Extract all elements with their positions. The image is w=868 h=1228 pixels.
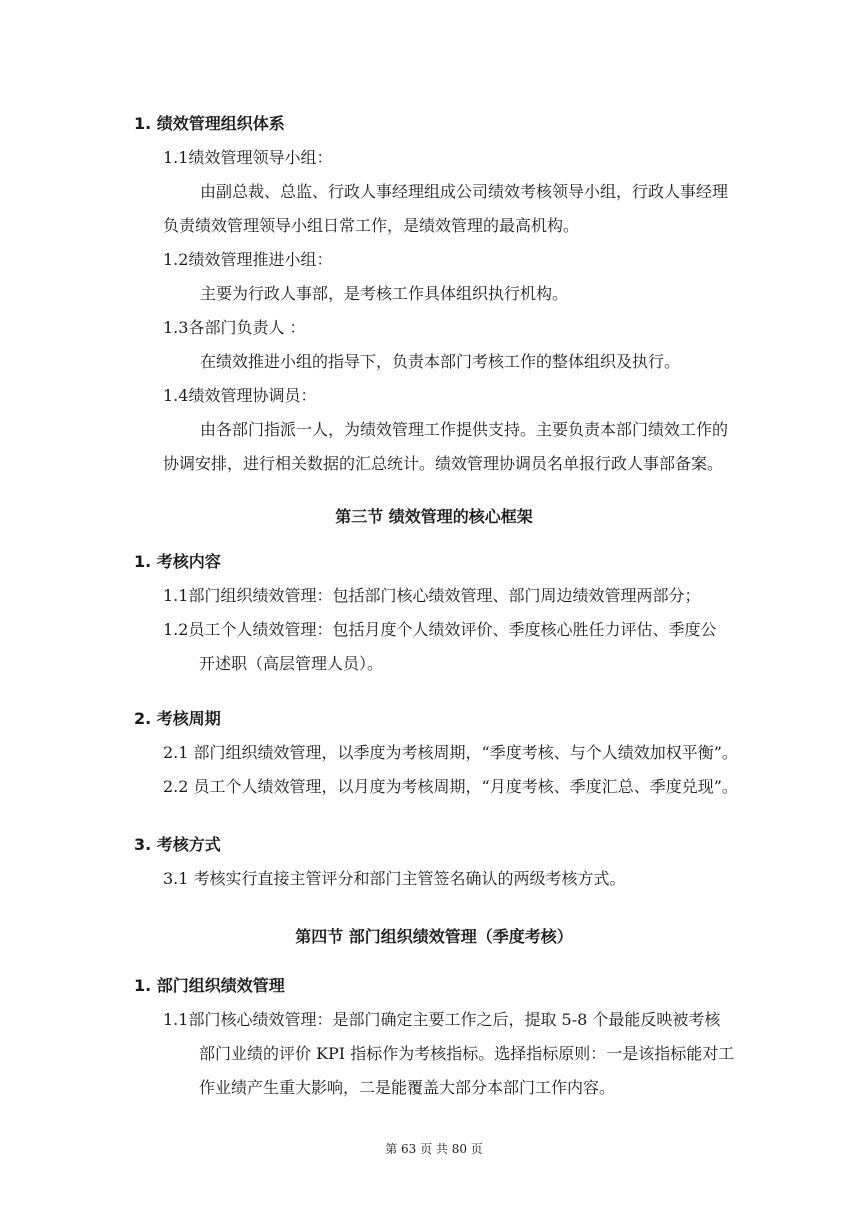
subsection-title: 1.2绩效管理推进小组： bbox=[163, 250, 333, 269]
paragraph-line: 由各部门指派一人，为绩效管理工作提供支持。主要负责本部门绩效工作的 bbox=[200, 420, 729, 439]
paragraph-line: 负责绩效管理领导小组日常工作，是绩效管理的最高机构。 bbox=[163, 216, 580, 235]
section-heading: 1. 绩效管理组织体系 bbox=[134, 114, 285, 133]
section-title: 第三节 绩效管理的核心框架 bbox=[335, 507, 533, 526]
subsection-title: 1.3各部门负责人 ： bbox=[163, 318, 306, 337]
paragraph-line: 1.2员工个人绩效管理：包括月度个人绩效评价、季度核心胜任力评估、季度公 bbox=[163, 620, 717, 639]
section-heading: 1. 考核内容 bbox=[134, 552, 221, 571]
section-heading: 1. 部门组织绩效管理 bbox=[134, 976, 285, 995]
subsection-title: 1.4绩效管理协调员： bbox=[163, 386, 317, 405]
paragraph-line: 部门业绩的评价 KPI 指标作为考核指标。选择指标原则：一是该指标能对工 bbox=[199, 1044, 735, 1063]
paragraph-line: 1.1部门核心绩效管理：是部门确定主要工作之后，提取 5-8 个最能反映被考核 bbox=[163, 1010, 721, 1029]
paragraph-line: 3.1 考核实行直接主管评分和部门主管签名确认的两级考核方式。 bbox=[163, 869, 626, 888]
page-number-footer: 第 63 页 共 80 页 bbox=[385, 1142, 483, 1156]
paragraph-line: 1.1部门组织绩效管理：包括部门核心绩效管理、部门周边绩效管理两部分； bbox=[163, 586, 701, 605]
paragraph-line: 2.2 员工个人绩效管理，以月度为考核周期，“月度考核、季度汇总、季度兑现”。 bbox=[163, 777, 738, 796]
paragraph-line: 开述职（高层管理人员）。 bbox=[199, 654, 384, 673]
section-heading: 2. 考核周期 bbox=[134, 709, 221, 728]
paragraph-line: 2.1 部门组织绩效管理，以季度为考核周期，“季度考核、与个人绩效加权平衡”。 bbox=[163, 743, 738, 762]
paragraph-line: 主要为行政人事部，是考核工作具体组织执行机构。 bbox=[200, 284, 569, 303]
section-title: 第四节 部门组织绩效管理（季度考核） bbox=[295, 927, 573, 946]
paragraph-line: 作业绩产生重大影响，二是能覆盖大部分本部门工作内容。 bbox=[199, 1078, 616, 1097]
subsection-title: 1.1绩效管理领导小组： bbox=[163, 148, 333, 167]
paragraph-line: 在绩效推进小组的指导下，负责本部门考核工作的整体组织及执行。 bbox=[200, 352, 681, 371]
section-heading: 3. 考核方式 bbox=[134, 835, 221, 854]
paragraph-line: 由副总裁、总监、行政人事经理组成公司绩效考核领导小组，行政人事经理 bbox=[200, 182, 729, 201]
paragraph-line: 协调安排，进行相关数据的汇总统计。绩效管理协调员名单报行政人事部备案。 bbox=[163, 454, 724, 473]
